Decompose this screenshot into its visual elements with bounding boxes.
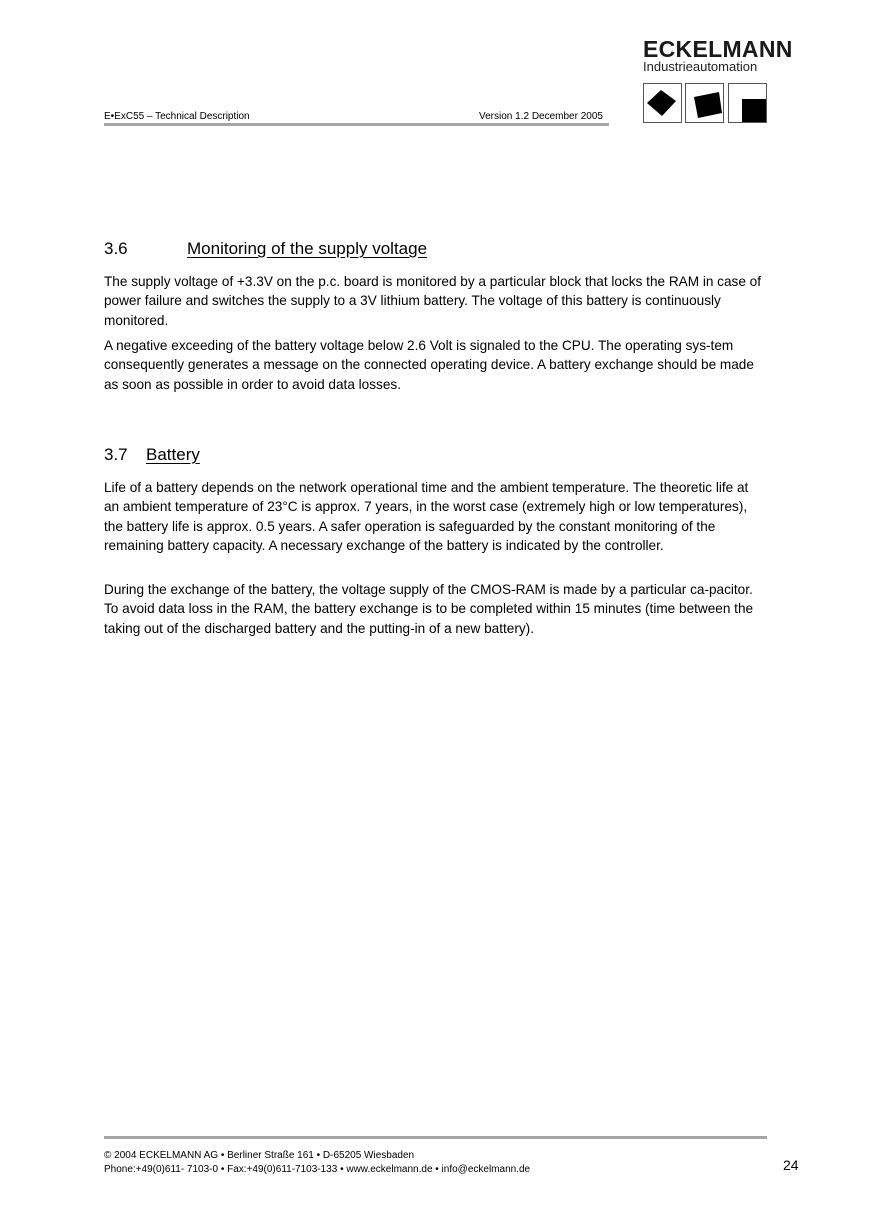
section-title: Battery [146, 445, 200, 464]
header-document-title: E•ExC55 – Technical Description [104, 111, 250, 122]
section-number: 3.7 [104, 445, 128, 464]
footer-contact: Phone:+49(0)611- 7103-0 • Fax:+49(0)611-7103-133 • www.eckelmann.de • info@eckelmann.de [104, 1164, 531, 1175]
header-divider [104, 123, 609, 126]
footer-divider [104, 1136, 767, 1139]
page-number: 24 [783, 1157, 799, 1173]
header-version: Version 1.2 December 2005 [479, 111, 603, 122]
company-logo-name: ECKELMANN [643, 36, 793, 62]
company-logo-subtitle: Industrieautomation [643, 59, 758, 74]
paragraph: Life of a battery depends on the network operational time and the ambient temperature. The theoretic life at an ambient temperature of 23°C is approx. 7 years, in the worst case (extremely high or low temperatures), the battery life is approx. 0.5 years. A safer operation is safeguarded by the constant monitoring of the remaining battery capacity. A necessary exchange of the battery is indicated by the controller. [104, 480, 749, 554]
footer-address: © 2004 ECKELMANN AG • Berliner Straße 161 • D-65205 Wiesbaden [104, 1150, 415, 1161]
section-number: 3.6 [104, 239, 128, 258]
section-title: Monitoring of the supply voltage [187, 239, 428, 258]
paragraph: A negative exceeding of the battery voltage below 2.6 Volt is signaled to the CPU. The operating sys-tem consequently generates a message on the connected operating device. A battery exchange should be made as soon as possible in order to avoid data losses. [104, 338, 754, 392]
paragraph: During the exchange of the battery, the voltage supply of the CMOS-RAM is made by a particular ca-pacitor. To avoid data loss in the RAM, the battery exchange is to be completed within 15 minutes (time between the taking out of the discharged battery and the putting-in of a new battery). [104, 582, 754, 636]
company-logo-icon [643, 83, 767, 125]
paragraph: The supply voltage of +3.3V on the p.c. board is monitored by a particular block that locks the RAM in case of power failure and switches the supply to a 3V lithium battery. The voltage of this battery is continuously monitored. [104, 274, 762, 328]
